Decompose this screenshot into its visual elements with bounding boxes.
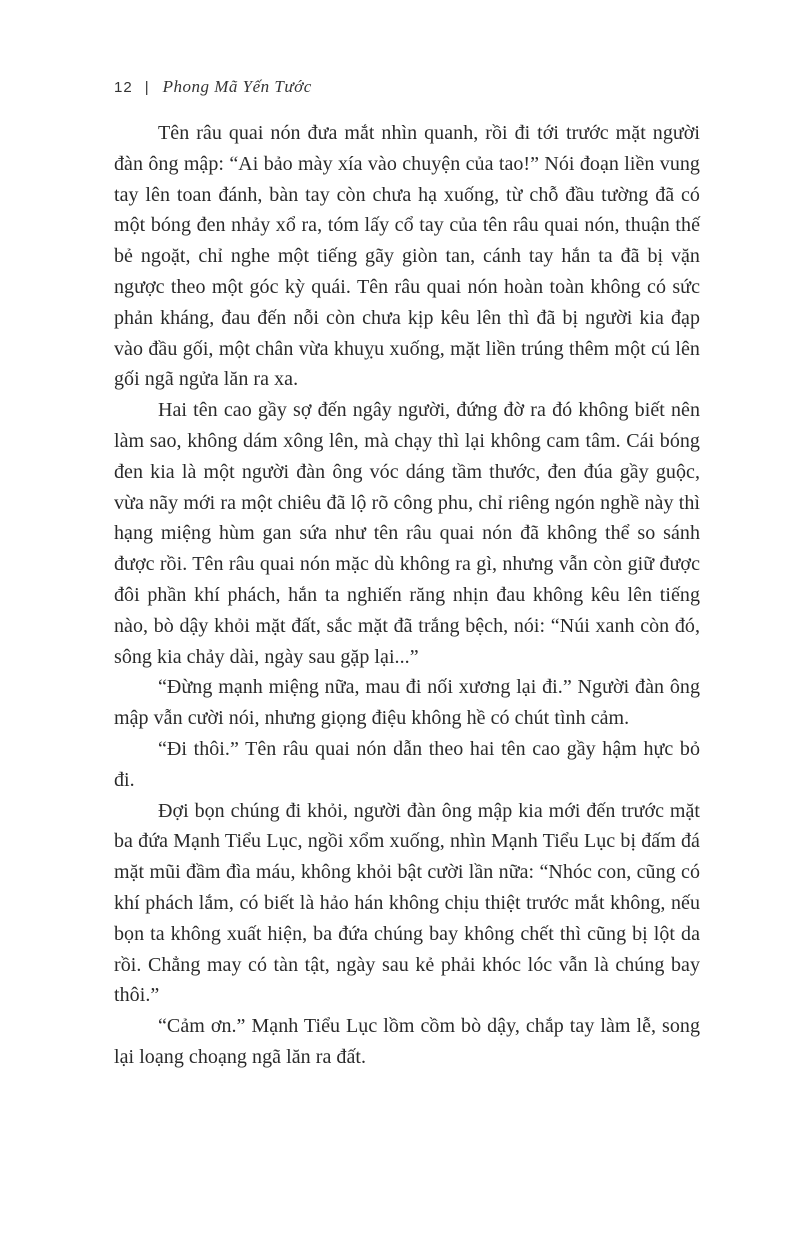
page-number: 12 bbox=[114, 78, 133, 96]
page-header bbox=[114, 72, 312, 102]
body-text bbox=[114, 118, 700, 1073]
paragraph-2: Hai tên cao gầy sợ đến ngây người, đứng đờ ra đó không biết nên làm sao, không dám xông lên, mà chạy thì lại không cam tâm. Cái bóng đen kia là một người đàn ông vóc dáng tầm thước, đen đúa gầy guộc, vừa nãy mới ra một chiêu đã lộ rõ công phu, chỉ riêng ngón nghề này thì hạng miệng hùm gan sứa như tên râu quai nón đã không thể so sánh được rồi. Tên râu quai nón mặc dù không ra gì, nhưng vẫn còn giữ được đôi phần khí phách, hắn ta nghiến răng nhịn đau không kêu lên tiếng nào, bò dậy khỏi mặt đất, sắc mặt đã trắng bệch, nói: “Núi xanh còn đó, sông kia chảy dài, ngày sau gặp lại...” bbox=[114, 399, 700, 668]
paragraph-6: “Cảm ơn.” Mạnh Tiểu Lục lồm cồm bò dậy, chắp tay làm lễ, song lại loạng choạng ngã lăn ra đất. bbox=[114, 1015, 700, 1068]
book-title: Phong Mã Yến Tước bbox=[162, 77, 312, 96]
paragraph-1: Tên râu quai nón đưa mắt nhìn quanh, rồi đi tới trước mặt người đàn ông mập: “Ai bảo mày xía vào chuyện của tao!” Nói đoạn liền vung tay lên toan đánh, bàn tay còn chưa hạ xuống, từ chỗ đầu tường đã có một bóng đen nhảy xổ ra, tóm lấy cổ tay của tên râu quai nón, thuận thế bẻ ngoặt, chỉ nghe một tiếng gãy giòn tan, cánh tay hắn ta đã bị vặn ngược theo một góc kỳ quái. Tên râu quai nón hoàn toàn không có sức phản kháng, đau đến nỗi còn chưa kịp kêu lên thì đã bị người kia đạp vào đầu gối, một chân vừa khuỵu xuống, mặt liền trúng thêm một cú lên gối ngã ngửa lăn ra xa. bbox=[114, 122, 700, 391]
paragraph-4: “Đi thôi.” Tên râu quai nón dẫn theo hai tên cao gầy hậm hực bỏ đi. bbox=[114, 737, 700, 791]
paragraph-5: Đợi bọn chúng đi khỏi, người đàn ông mập kia mới đến trước mặt ba đứa Mạnh Tiểu Lục, ngồi xổm xuống, nhìn Mạnh Tiểu Lục bị đấm đá mặt mũi đầm đìa máu, không khỏi bật cười lần nữa: “Nhóc con, cũng có khí phách lắm, có biết là hảo hán không chịu thiệt trước mắt không, nếu bọn ta không xuất hiện, ba đứa chúng bay không chết thì cũng bị lột da rồi. Chẳng may có tàn tật, ngày sau kẻ phải khóc lóc vẫn là chúng bay thôi.” bbox=[114, 799, 700, 1007]
paragraph-3: “Đừng mạnh miệng nữa, mau đi nối xương lại đi.” Người đàn ông mập vẫn cười nói, nhưng giọng điệu không hề có chút tình cảm. bbox=[114, 676, 700, 730]
header-separator: | bbox=[144, 78, 149, 96]
